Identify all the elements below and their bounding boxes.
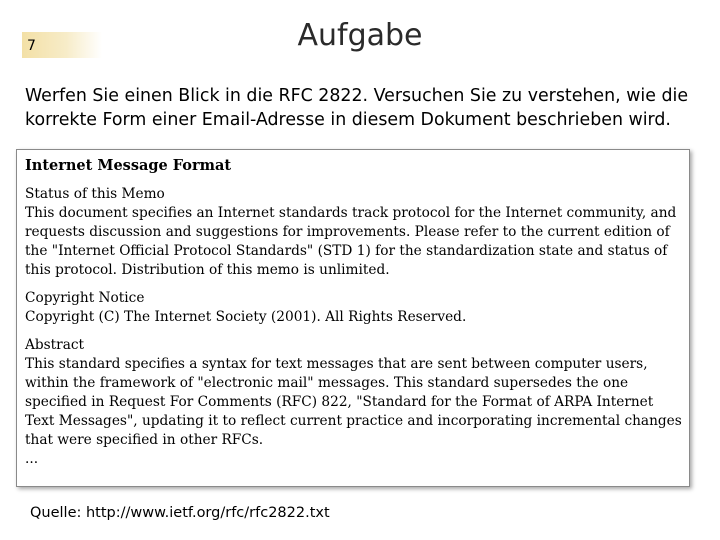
abstract-section — [25, 336, 689, 469]
status-line: requests discussion and suggestions for improvements. Please refer to the current edition of — [25, 224, 670, 240]
status-section — [25, 185, 689, 280]
document-excerpt-box — [16, 149, 690, 487]
document-excerpt — [25, 156, 689, 478]
slide-title: Aufgabe — [297, 18, 423, 53]
abstract-line: that were specified in other RFCs. — [25, 432, 264, 448]
status-line: the "Internet Official Protocol Standards" (STD 1) for the standardization state and status of — [25, 243, 668, 259]
task-line: korrekte Form einer Email-Adresse in diesem Dokument beschrieben wird. — [25, 110, 671, 130]
abstract-line: Text Messages", updating it to reflect current practice and incorporating incremental changes — [25, 413, 682, 429]
abstract-line: This standard specifies a syntax for text messages that are sent between computer users, — [25, 356, 648, 372]
abstract-heading: Abstract — [25, 337, 85, 353]
abstract-line: specified in Request For Comments (RFC) 822, "Standard for the Format of ARPA Internet — [25, 394, 654, 410]
status-line: This document specifies an Internet standards track protocol for the Internet community, and — [25, 205, 677, 221]
copyright-line: Copyright (C) The Internet Society (2001). All Rights Reserved. — [25, 309, 467, 325]
copyright-section — [25, 289, 689, 327]
status-line: this protocol. Distribution of this memo is unlimited. — [25, 262, 390, 278]
document-title: Internet Message Format — [25, 157, 232, 174]
abstract-line: within the framework of "electronic mail" messages. This standard supersedes the one — [25, 375, 629, 391]
source-citation: Quelle: http://www.ietf.org/rfc/rfc2822.txt — [30, 505, 330, 521]
copyright-heading: Copyright Notice — [25, 290, 145, 306]
slide-number: 7 — [27, 38, 36, 54]
task-description — [25, 84, 705, 132]
status-heading: Status of this Memo — [25, 186, 165, 202]
task-line: Werfen Sie einen Blick in die RFC 2822. Versuchen Sie zu verstehen, wie die — [25, 86, 689, 106]
ellipsis: ... — [25, 451, 39, 467]
